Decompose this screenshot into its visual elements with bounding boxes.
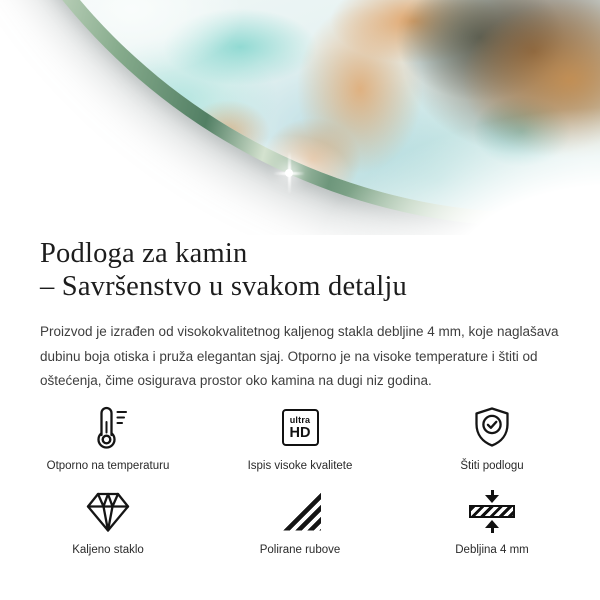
feature-grid [12,404,588,558]
ultra-hd-badge-bottom: HD [289,424,311,441]
feature-label: Debljina 4 mm [455,543,529,556]
hero-product-image [0,0,600,235]
feature-item-temperature [12,404,204,474]
polished-edges-icon [279,488,321,536]
shield-check-icon [474,404,510,452]
page-title [40,237,560,303]
feature-label: Ispis visoke kvalitete [247,459,353,472]
content-section [0,235,600,558]
feature-item-thickness [396,488,588,558]
feature-label: Otporno na temperaturu [46,459,170,472]
feature-label: Štiti podlogu [460,459,524,472]
feature-item-protects-surface [396,404,588,474]
title-line-2: – Savršenstvo u svakom detalju [40,271,407,302]
title-line-1: Podloga za kamin [40,238,248,269]
feature-item-print-quality [204,404,396,474]
feature-label: Polirane rubove [259,543,341,556]
feature-item-tempered-glass [12,488,204,558]
image-fade-overlay [0,0,600,235]
product-description: Proizvod je izrađen od visokokvalitetnog kaljenog stakla debljine 4 mm, koje naglašava dubinu boja otiska i pruža elegantan sjaj. Otporno je na visoke temperature i štiti od oštećenja, čime osigurava prostor oko kamina na dugi niz godina. [40,324,559,388]
thickness-icon [469,488,515,536]
ultra-hd-icon [282,404,319,452]
thermometer-icon [88,404,128,452]
feature-label: Kaljeno staklo [72,543,144,556]
ultra-hd-badge-top: ultra [289,414,311,425]
diamond-icon [85,488,131,536]
feature-item-polished-edges [204,488,396,558]
